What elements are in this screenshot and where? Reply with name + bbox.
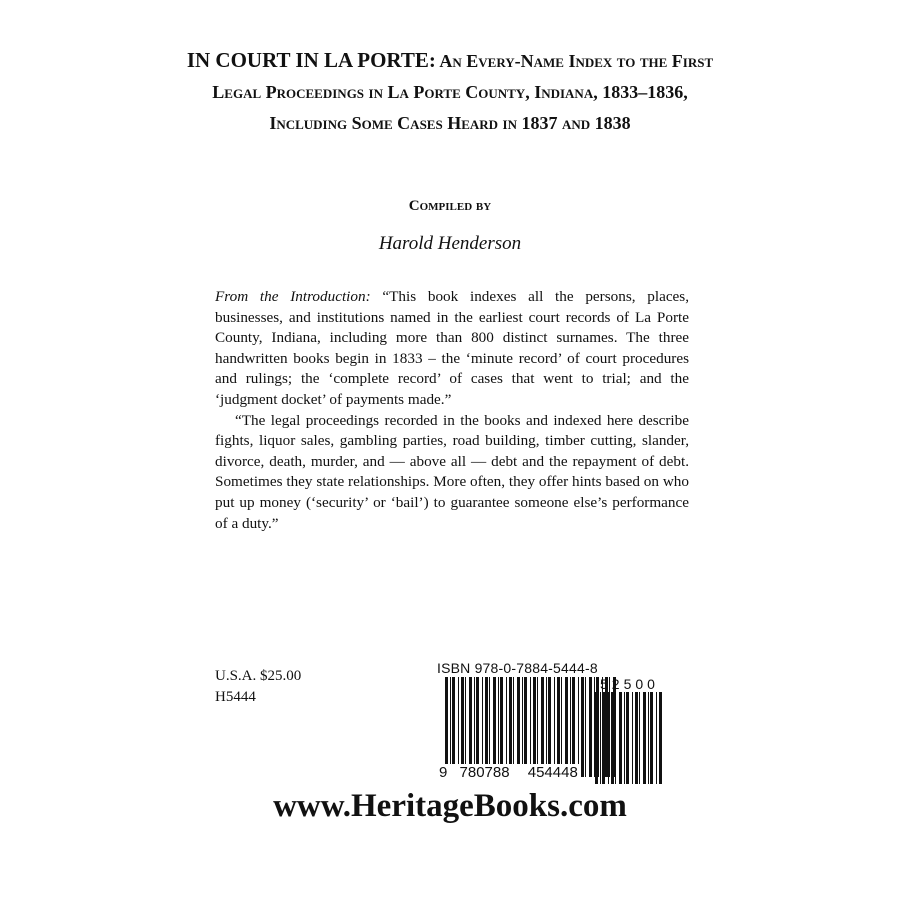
barcode-bar	[485, 677, 488, 777]
item-code: H5444	[215, 689, 256, 705]
barcode-bar	[656, 692, 657, 784]
barcode-bar	[537, 677, 538, 777]
title-subtitle: An Every-Name Index to the First Legal Proceedings in La Porte County, Indiana, 1833–1836, Including Some Cases Heard in 1837 and 1838	[212, 51, 714, 133]
barcode-bar	[498, 677, 499, 777]
barcode-bar	[506, 677, 507, 777]
barcode-bar	[500, 677, 503, 777]
barcode-bar	[619, 692, 622, 784]
barcode-bar	[659, 692, 662, 784]
barcode-bar	[509, 677, 512, 777]
barcode-bar	[458, 677, 459, 777]
barcode-bar	[548, 677, 551, 777]
barcode-bar	[648, 692, 649, 784]
barcode-first-digit: 9	[439, 764, 448, 781]
compiled-by-label: Compiled by	[408, 198, 492, 214]
barcode-bar	[643, 692, 646, 784]
barcode-bar	[489, 677, 490, 777]
barcode-bar	[493, 677, 496, 777]
barcode-bar	[650, 692, 653, 784]
barcode-bar	[639, 692, 640, 784]
barcode-digits	[437, 764, 580, 781]
barcode-bar	[602, 692, 605, 784]
barcode-bar	[581, 677, 584, 777]
barcode-bar	[561, 677, 562, 777]
paragraph-1	[215, 287, 689, 411]
price: U.S.A. $25.00	[215, 668, 302, 684]
barcode-bar	[465, 677, 466, 777]
barcode-bar	[578, 677, 579, 777]
barcode-bar	[608, 692, 609, 784]
barcode-bar	[565, 677, 568, 777]
barcode-bar	[626, 692, 629, 784]
barcode-bar	[572, 677, 575, 777]
barcode-bar	[517, 677, 520, 777]
barcode-bar	[461, 677, 464, 777]
barcode-bar	[522, 677, 523, 777]
barcode-bar	[474, 677, 475, 777]
paragraph-2: “The legal proceedings recorded in the books and indexed here describe fights, liquor sales, gambling parties, road building, timber cutting, slander, divorce, death, murder, and — above all — debt and the repayment of debt. Sometimes they state relationships. More often, they offer hints based on who put up money (‘security’ or ‘bail’) to guarantee someone else’s performance of a duty.”	[215, 411, 689, 532]
barcode-bar	[611, 692, 614, 784]
barcode-group-2: 454448	[527, 764, 578, 781]
barcode-bar	[615, 692, 616, 784]
author-name: Harold Henderson	[378, 233, 522, 254]
book-title	[180, 45, 720, 139]
barcode-bar	[445, 677, 448, 777]
barcode-bar	[635, 692, 638, 784]
barcode-bar	[600, 692, 601, 784]
isbn-label: ISBN 978-0-7884-5444-8	[437, 660, 598, 676]
price-block	[215, 666, 301, 708]
barcode-bar	[546, 677, 547, 777]
paragraph-1-text: “This book indexes all the persons, places, businesses, and institutions named in the earliest court records of La Porte County, Indiana, including more than 800 distinct surnames. The three handwritten books begin in 1833 – the ‘minute record’ of court procedures and rulings; the ‘complete record’ of cases that went to trial; and the ‘judgment docket’ of payments made.”	[215, 288, 690, 408]
barcode-bar	[624, 692, 625, 784]
barcode-icon	[445, 677, 617, 777]
barcode-bar	[533, 677, 536, 777]
barcode-bar	[452, 677, 455, 777]
barcode-bar	[585, 677, 586, 777]
barcode-bar	[554, 677, 555, 777]
barcode-bar	[530, 677, 531, 777]
addon-digits: 52500	[600, 676, 659, 692]
barcode-bar	[632, 692, 633, 784]
barcode-bar	[589, 677, 592, 777]
barcode-bar	[469, 677, 472, 777]
intro-label: From the Introduction:	[215, 288, 371, 305]
barcode-bar	[570, 677, 571, 777]
barcode-bar	[595, 692, 598, 784]
barcode-group-1: 780788	[459, 764, 510, 781]
barcode-bar	[513, 677, 514, 777]
barcode-bar	[482, 677, 483, 777]
barcode-bar	[450, 677, 451, 777]
title-main: IN COURT IN LA PORTE:	[186, 48, 436, 72]
barcode-bar	[557, 677, 560, 777]
barcode-bar	[541, 677, 544, 777]
barcode-bar	[524, 677, 527, 777]
addon-barcode-icon	[595, 692, 663, 784]
barcode-bar	[476, 677, 479, 777]
description	[215, 287, 689, 534]
website-url: www.HeritageBooks.com	[273, 788, 627, 824]
